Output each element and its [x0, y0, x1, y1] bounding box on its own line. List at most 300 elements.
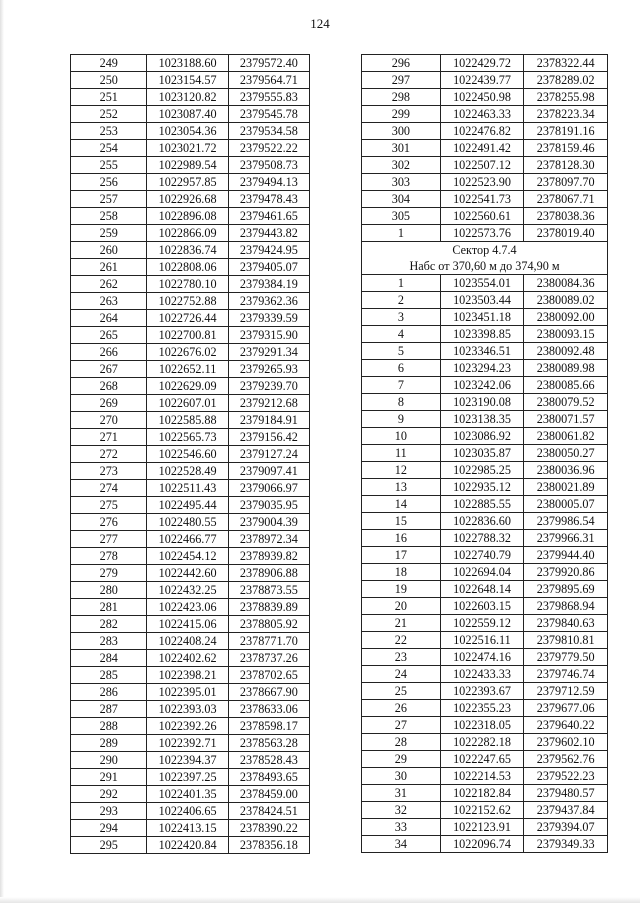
table-row	[362, 564, 608, 581]
table-row	[362, 428, 608, 445]
x-coordinate: 1022541.73	[440, 191, 524, 208]
point-number: 8	[362, 394, 441, 411]
point-number: 286	[71, 684, 147, 701]
y-coordinate: 2378289.02	[524, 72, 608, 89]
table-row	[362, 445, 608, 462]
x-coordinate: 1022466.77	[147, 531, 228, 548]
point-number: 278	[71, 548, 147, 565]
point-number: 264	[71, 310, 147, 327]
table-row	[362, 174, 608, 191]
x-coordinate: 1022398.21	[147, 667, 228, 684]
point-number: 29	[362, 751, 441, 768]
table-row	[71, 361, 310, 378]
y-coordinate: 2378771.70	[228, 633, 309, 650]
y-coordinate: 2378493.65	[228, 769, 309, 786]
y-coordinate: 2379840.63	[524, 615, 608, 632]
x-coordinate: 1022402.62	[147, 650, 228, 667]
table-row	[362, 802, 608, 819]
y-coordinate: 2379480.57	[524, 785, 608, 802]
sector-title: Сектор 4.7.4	[362, 242, 608, 259]
x-coordinate: 1023120.82	[147, 89, 228, 106]
y-coordinate: 2380092.00	[524, 309, 608, 326]
point-number: 280	[71, 582, 147, 599]
point-number: 13	[362, 479, 441, 496]
point-number: 261	[71, 259, 147, 276]
table-row	[362, 700, 608, 717]
point-number: 305	[362, 208, 441, 225]
table-row	[71, 718, 310, 735]
table-row	[71, 72, 310, 89]
y-coordinate: 2380061.82	[524, 428, 608, 445]
table-row	[71, 667, 310, 684]
point-number: 256	[71, 174, 147, 191]
point-number: 10	[362, 428, 441, 445]
point-number: 20	[362, 598, 441, 615]
table-row	[362, 55, 608, 72]
table-row	[71, 684, 310, 701]
x-coordinate: 1022726.44	[147, 310, 228, 327]
x-coordinate: 1022989.54	[147, 157, 228, 174]
point-number: 298	[362, 89, 441, 106]
table-row	[71, 565, 310, 582]
right-table-body-bottom	[362, 275, 608, 853]
x-coordinate: 1022808.06	[147, 259, 228, 276]
y-coordinate: 2379602.10	[524, 734, 608, 751]
sector-header	[362, 242, 608, 275]
y-coordinate: 2378255.98	[524, 89, 608, 106]
table-row	[362, 326, 608, 343]
y-coordinate: 2379349.33	[524, 836, 608, 853]
x-coordinate: 1022442.60	[147, 565, 228, 582]
table-row	[71, 599, 310, 616]
y-coordinate: 2378322.44	[524, 55, 608, 72]
table-row	[362, 683, 608, 700]
table-row	[71, 480, 310, 497]
table-row	[362, 275, 608, 292]
point-number: 34	[362, 836, 441, 853]
table-row	[71, 395, 310, 412]
x-coordinate: 1022318.05	[440, 717, 524, 734]
y-coordinate: 2379545.78	[228, 106, 309, 123]
table-row	[362, 309, 608, 326]
y-coordinate: 2380089.02	[524, 292, 608, 309]
y-coordinate: 2378528.43	[228, 752, 309, 769]
table-row	[362, 615, 608, 632]
x-coordinate: 1022214.53	[440, 768, 524, 785]
point-number: 9	[362, 411, 441, 428]
y-coordinate: 2378805.92	[228, 616, 309, 633]
point-number: 267	[71, 361, 147, 378]
x-coordinate: 1022700.81	[147, 327, 228, 344]
table-row	[362, 191, 608, 208]
point-number: 25	[362, 683, 441, 700]
table-row	[71, 344, 310, 361]
y-coordinate: 2378356.18	[228, 837, 309, 854]
x-coordinate: 1022607.01	[147, 395, 228, 412]
table-row	[71, 514, 310, 531]
y-coordinate: 2379508.73	[228, 157, 309, 174]
point-number: 295	[71, 837, 147, 854]
table-row	[71, 378, 310, 395]
point-number: 302	[362, 157, 441, 174]
x-coordinate: 1022560.61	[440, 208, 524, 225]
y-coordinate: 2378633.06	[228, 701, 309, 718]
point-number: 304	[362, 191, 441, 208]
x-coordinate: 1023087.40	[147, 106, 228, 123]
table-row	[71, 803, 310, 820]
table-row	[71, 497, 310, 514]
x-coordinate: 1022491.42	[440, 140, 524, 157]
x-coordinate: 1022694.04	[440, 564, 524, 581]
x-coordinate: 1022652.11	[147, 361, 228, 378]
x-coordinate: 1022397.25	[147, 769, 228, 786]
x-coordinate: 1022495.44	[147, 497, 228, 514]
x-coordinate: 1023554.01	[440, 275, 524, 292]
x-coordinate: 1022182.84	[440, 785, 524, 802]
x-coordinate: 1022528.49	[147, 463, 228, 480]
x-coordinate: 1022926.68	[147, 191, 228, 208]
table-row	[71, 123, 310, 140]
y-coordinate: 2379966.31	[524, 530, 608, 547]
point-number: 285	[71, 667, 147, 684]
table-row	[71, 786, 310, 803]
table-row	[71, 429, 310, 446]
x-coordinate: 1022420.84	[147, 837, 228, 854]
point-number: 288	[71, 718, 147, 735]
point-number: 258	[71, 208, 147, 225]
y-coordinate: 2379394.07	[524, 819, 608, 836]
table-row	[362, 547, 608, 564]
x-coordinate: 1023242.06	[440, 377, 524, 394]
point-number: 11	[362, 445, 441, 462]
point-number: 287	[71, 701, 147, 718]
x-coordinate: 1022896.08	[147, 208, 228, 225]
x-coordinate: 1022282.18	[440, 734, 524, 751]
y-coordinate: 2380092.48	[524, 343, 608, 360]
table-row	[71, 242, 310, 259]
y-coordinate: 2379461.65	[228, 208, 309, 225]
point-number: 275	[71, 497, 147, 514]
table-row	[71, 157, 310, 174]
table-row	[362, 530, 608, 547]
x-coordinate: 1022516.11	[440, 632, 524, 649]
table-row	[362, 734, 608, 751]
table-row	[362, 785, 608, 802]
x-coordinate: 1022885.55	[440, 496, 524, 513]
table-row	[71, 446, 310, 463]
y-coordinate: 2379677.06	[524, 700, 608, 717]
x-coordinate: 1022788.32	[440, 530, 524, 547]
y-coordinate: 2379572.40	[228, 55, 309, 72]
x-coordinate: 1022392.71	[147, 735, 228, 752]
point-number: 284	[71, 650, 147, 667]
point-number: 252	[71, 106, 147, 123]
x-coordinate: 1022393.03	[147, 701, 228, 718]
x-coordinate: 1022565.73	[147, 429, 228, 446]
point-number: 270	[71, 412, 147, 429]
x-coordinate: 1022648.14	[440, 581, 524, 598]
x-coordinate: 1022415.06	[147, 616, 228, 633]
table-row	[71, 225, 310, 242]
y-coordinate: 2378097.70	[524, 174, 608, 191]
x-coordinate: 1022450.98	[440, 89, 524, 106]
y-coordinate: 2378563.28	[228, 735, 309, 752]
x-coordinate: 1022393.67	[440, 683, 524, 700]
x-coordinate: 1022394.37	[147, 752, 228, 769]
point-number: 32	[362, 802, 441, 819]
x-coordinate: 1023021.72	[147, 140, 228, 157]
point-number: 282	[71, 616, 147, 633]
table-row	[362, 89, 608, 106]
point-number: 281	[71, 599, 147, 616]
point-number: 21	[362, 615, 441, 632]
y-coordinate: 2379035.95	[228, 497, 309, 514]
point-number: 290	[71, 752, 147, 769]
y-coordinate: 2378390.22	[228, 820, 309, 837]
y-coordinate: 2380089.98	[524, 360, 608, 377]
x-coordinate: 1022392.26	[147, 718, 228, 735]
y-coordinate: 2380036.96	[524, 462, 608, 479]
table-row	[362, 208, 608, 225]
point-number: 27	[362, 717, 441, 734]
table-row	[71, 412, 310, 429]
y-coordinate: 2378038.36	[524, 208, 608, 225]
y-coordinate: 2380005.07	[524, 496, 608, 513]
table-row	[71, 191, 310, 208]
point-number: 253	[71, 123, 147, 140]
point-number: 18	[362, 564, 441, 581]
point-number: 2	[362, 292, 441, 309]
point-number: 33	[362, 819, 441, 836]
point-number: 268	[71, 378, 147, 395]
y-coordinate: 2379564.71	[228, 72, 309, 89]
x-coordinate: 1022676.02	[147, 344, 228, 361]
point-number: 259	[71, 225, 147, 242]
table-row	[71, 752, 310, 769]
table-row	[71, 531, 310, 548]
sector-title-row	[362, 242, 608, 259]
point-number: 269	[71, 395, 147, 412]
y-coordinate: 2379443.82	[228, 225, 309, 242]
point-number: 263	[71, 293, 147, 310]
x-coordinate: 1022866.09	[147, 225, 228, 242]
point-number: 292	[71, 786, 147, 803]
x-coordinate: 1023138.35	[440, 411, 524, 428]
x-coordinate: 1022629.09	[147, 378, 228, 395]
point-number: 257	[71, 191, 147, 208]
x-coordinate: 1022836.60	[440, 513, 524, 530]
x-coordinate: 1022836.74	[147, 242, 228, 259]
y-coordinate: 2379156.42	[228, 429, 309, 446]
x-coordinate: 1022247.65	[440, 751, 524, 768]
x-coordinate: 1023188.60	[147, 55, 228, 72]
point-number: 28	[362, 734, 441, 751]
y-coordinate: 2380093.15	[524, 326, 608, 343]
table-row	[362, 598, 608, 615]
table-row	[362, 292, 608, 309]
x-coordinate: 1022935.12	[440, 479, 524, 496]
point-number: 293	[71, 803, 147, 820]
point-number: 279	[71, 565, 147, 582]
y-coordinate: 2379562.76	[524, 751, 608, 768]
point-number: 277	[71, 531, 147, 548]
y-coordinate: 2379424.95	[228, 242, 309, 259]
y-coordinate: 2379712.59	[524, 683, 608, 700]
x-coordinate: 1022603.15	[440, 598, 524, 615]
point-number: 19	[362, 581, 441, 598]
point-number: 297	[362, 72, 441, 89]
y-coordinate: 2380079.52	[524, 394, 608, 411]
point-number: 249	[71, 55, 147, 72]
point-number: 271	[71, 429, 147, 446]
x-coordinate: 1022546.60	[147, 446, 228, 463]
y-coordinate: 2378702.65	[228, 667, 309, 684]
point-number: 299	[362, 106, 441, 123]
x-coordinate: 1022123.91	[440, 819, 524, 836]
table-row	[362, 360, 608, 377]
table-row	[71, 820, 310, 837]
x-coordinate: 1022406.65	[147, 803, 228, 820]
y-coordinate: 2379437.84	[524, 802, 608, 819]
table-row	[71, 548, 310, 565]
y-coordinate: 2379640.22	[524, 717, 608, 734]
y-coordinate: 2378873.55	[228, 582, 309, 599]
table-row	[362, 72, 608, 89]
x-coordinate: 1022573.76	[440, 225, 524, 242]
table-row	[362, 513, 608, 530]
y-coordinate: 2378598.17	[228, 718, 309, 735]
table-row	[362, 836, 608, 853]
table-row	[71, 174, 310, 191]
x-coordinate: 1022523.90	[440, 174, 524, 191]
point-number: 294	[71, 820, 147, 837]
point-number: 5	[362, 343, 441, 360]
x-coordinate: 1023398.85	[440, 326, 524, 343]
table-row	[362, 751, 608, 768]
y-coordinate: 2379779.50	[524, 649, 608, 666]
x-coordinate: 1022476.82	[440, 123, 524, 140]
point-number: 250	[71, 72, 147, 89]
point-number: 3	[362, 309, 441, 326]
x-coordinate: 1023086.92	[440, 428, 524, 445]
table-row	[71, 650, 310, 667]
x-coordinate: 1023451.18	[440, 309, 524, 326]
point-number: 262	[71, 276, 147, 293]
point-number: 15	[362, 513, 441, 530]
x-coordinate: 1022559.12	[440, 615, 524, 632]
table-row	[362, 581, 608, 598]
point-number: 273	[71, 463, 147, 480]
point-number: 254	[71, 140, 147, 157]
table-row	[71, 633, 310, 650]
table-row	[362, 343, 608, 360]
y-coordinate: 2379478.43	[228, 191, 309, 208]
y-coordinate: 2379291.34	[228, 344, 309, 361]
table-row	[362, 768, 608, 785]
y-coordinate: 2378223.34	[524, 106, 608, 123]
point-number: 16	[362, 530, 441, 547]
point-number: 23	[362, 649, 441, 666]
table-row	[362, 666, 608, 683]
table-row	[362, 157, 608, 174]
point-number: 274	[71, 480, 147, 497]
x-coordinate: 1022780.10	[147, 276, 228, 293]
y-coordinate: 2380050.27	[524, 445, 608, 462]
y-coordinate: 2379339.59	[228, 310, 309, 327]
x-coordinate: 1023035.87	[440, 445, 524, 462]
y-coordinate: 2379097.41	[228, 463, 309, 480]
x-coordinate: 1022152.62	[440, 802, 524, 819]
y-coordinate: 2379534.58	[228, 123, 309, 140]
table-row	[71, 89, 310, 106]
table-row	[362, 479, 608, 496]
y-coordinate: 2379895.69	[524, 581, 608, 598]
x-coordinate: 1022507.12	[440, 157, 524, 174]
x-coordinate: 1023190.08	[440, 394, 524, 411]
y-coordinate: 2380085.66	[524, 377, 608, 394]
x-coordinate: 1023346.51	[440, 343, 524, 360]
y-coordinate: 2379746.74	[524, 666, 608, 683]
point-number: 14	[362, 496, 441, 513]
table-row	[71, 208, 310, 225]
x-coordinate: 1022511.43	[147, 480, 228, 497]
table-row	[71, 310, 310, 327]
point-number: 300	[362, 123, 441, 140]
x-coordinate: 1022740.79	[440, 547, 524, 564]
x-coordinate: 1022463.33	[440, 106, 524, 123]
table-row	[362, 819, 608, 836]
y-coordinate: 2379384.19	[228, 276, 309, 293]
table-row	[362, 411, 608, 428]
point-number: 289	[71, 735, 147, 752]
table-row	[362, 377, 608, 394]
point-number: 22	[362, 632, 441, 649]
y-coordinate: 2379127.24	[228, 446, 309, 463]
y-coordinate: 2378191.16	[524, 123, 608, 140]
point-number: 7	[362, 377, 441, 394]
y-coordinate: 2379004.39	[228, 514, 309, 531]
table-row	[362, 123, 608, 140]
x-coordinate: 1022474.16	[440, 649, 524, 666]
y-coordinate: 2379522.22	[228, 140, 309, 157]
y-coordinate: 2379362.36	[228, 293, 309, 310]
table-row	[71, 769, 310, 786]
point-number: 301	[362, 140, 441, 157]
table-row	[71, 837, 310, 854]
table-row	[362, 106, 608, 123]
y-coordinate: 2379868.94	[524, 598, 608, 615]
table-row	[71, 463, 310, 480]
x-coordinate: 1022096.74	[440, 836, 524, 853]
table-row	[71, 259, 310, 276]
y-coordinate: 2379265.93	[228, 361, 309, 378]
left-table-body	[71, 55, 310, 854]
point-number: 276	[71, 514, 147, 531]
y-coordinate: 2378839.89	[228, 599, 309, 616]
table-row	[71, 327, 310, 344]
y-coordinate: 2378737.26	[228, 650, 309, 667]
point-number: 1	[362, 225, 441, 242]
y-coordinate: 2379212.68	[228, 395, 309, 412]
point-number: 266	[71, 344, 147, 361]
x-coordinate: 1022429.72	[440, 55, 524, 72]
y-coordinate: 2379239.70	[228, 378, 309, 395]
y-coordinate: 2380071.57	[524, 411, 608, 428]
point-number: 31	[362, 785, 441, 802]
table-row	[71, 106, 310, 123]
page-number: 124	[310, 16, 330, 31]
point-number: 17	[362, 547, 441, 564]
